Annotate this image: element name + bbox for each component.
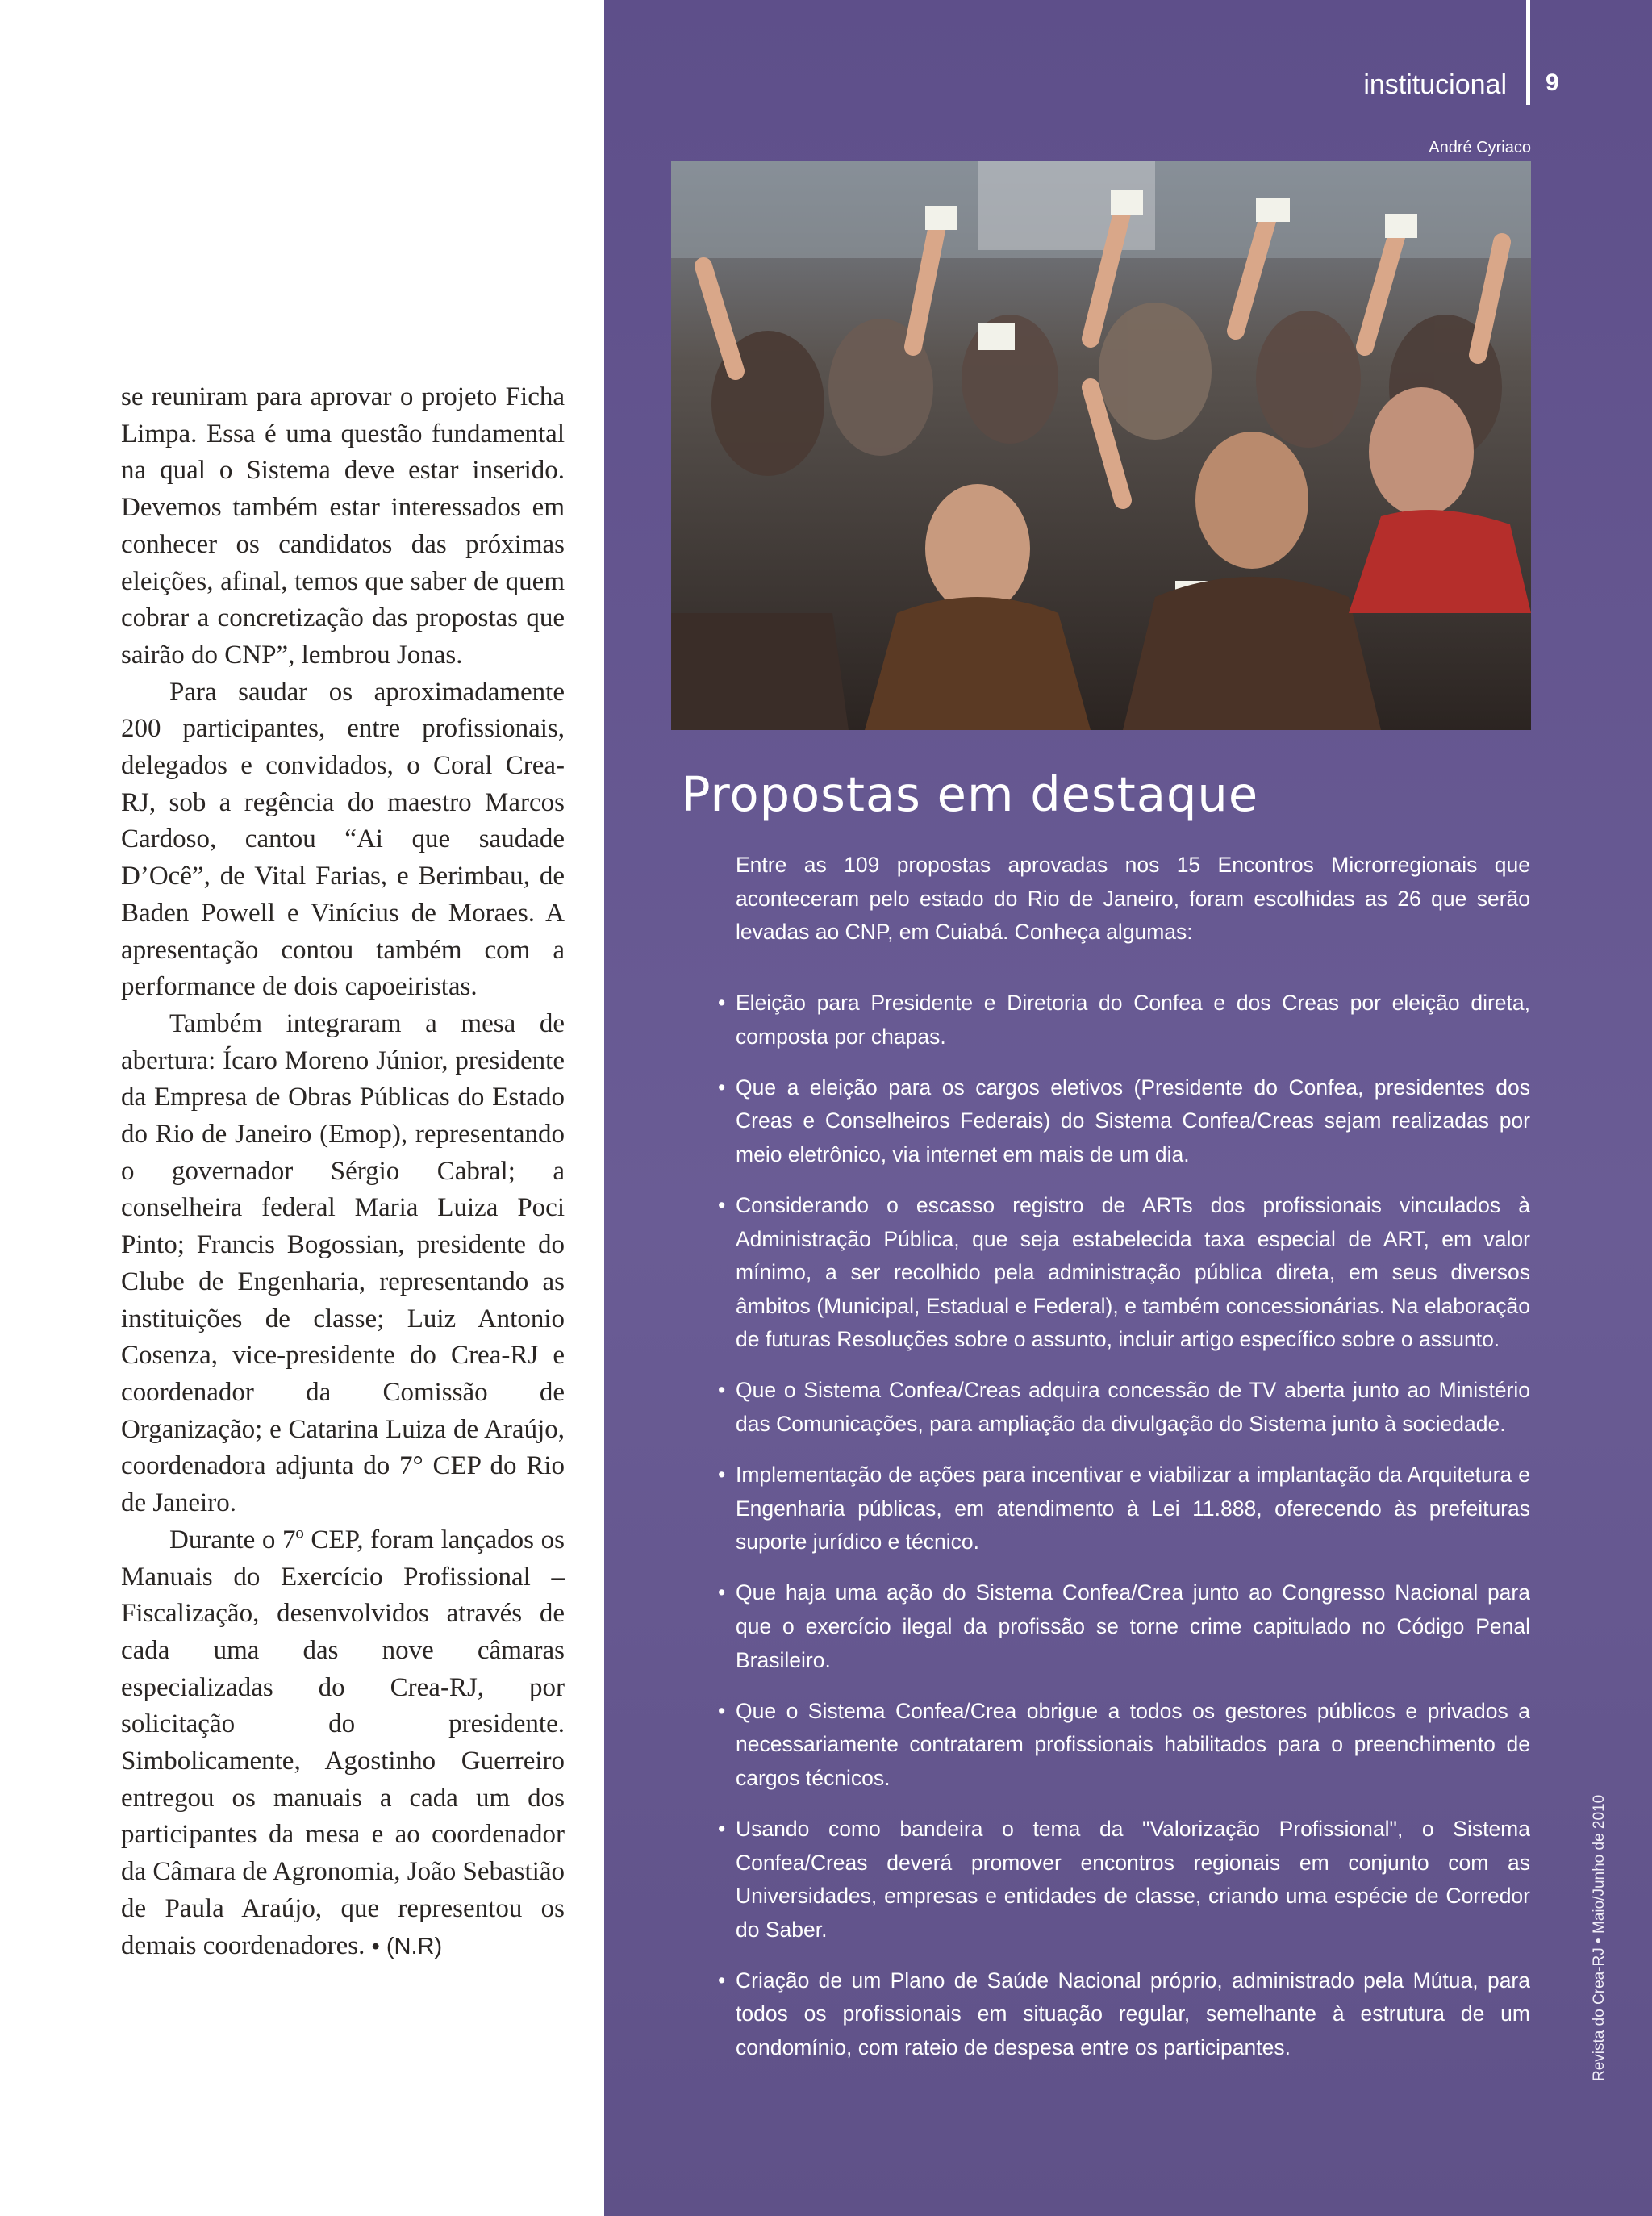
header-divider [1526, 0, 1530, 105]
proposal-text: Usando como bandeira o tema da "Valorização Profissional", o Sistema Confea/Creas deverá promover encontros regionais em conjunto com as Universidades, empresas e entidades de classe, criando uma espécie de Corredor do Saber. [736, 1816, 1530, 1942]
proposal-text: Implementação de ações para incentivar e viabilizar a implantação da Arquitetura e Engenharia públicas, em atendimento à Lei 11.888, oferecendo às prefeituras suporte jurídico e técnico. [736, 1463, 1530, 1555]
proposal-item [718, 1695, 1530, 1796]
bullet-icon: • [718, 1698, 726, 1723]
bullet-icon: • [718, 1378, 726, 1403]
proposal-item [718, 1576, 1530, 1677]
proposal-item [718, 1964, 1530, 2065]
photo-credit: André Cyriaco [1429, 139, 1531, 156]
bullet-icon: • [718, 1192, 726, 1217]
proposals-list [718, 987, 1530, 2082]
article-paragraph-text: Durante o 7º CEP, foram lançados os Manuais do Exercício Profissional – Fiscalização, desenvolvidos através de cada uma das nove câmaras especializadas do Crea-RJ, por solicitação do presidente. Simbolicamente, Agostinho Guerreiro entregou os manuais a cada um dos participantes da mesa e ao coordenador da Câmara de Agronomia, João Sebastião de Paula Araújo, que representou os demais coordenadores. [121, 1525, 565, 1960]
proposal-item [718, 1459, 1530, 1559]
bullet-icon: • [718, 1075, 726, 1100]
article-paragraph: se reuniram para aprovar o projeto Ficha Limpa. Essa é uma questão fundamental na qual o Sistema deve estar inserido. Devemos também estar interessados em conhecer os candidatos das próximas eleições, afinal, temos que saber de quem cobrar a concretização das propostas que sairão do CNP”, lembrou Jonas. [121, 382, 565, 670]
article-paragraph [121, 1522, 565, 1965]
bullet-icon: • [718, 1463, 726, 1488]
proposal-text: Criação de um Plano de Saúde Nacional próprio, administrado pela Mútua, para todos os profissionais em situação regular, semelhante à estrutura de um condomínio, com rateio de despesa entre os participantes. [736, 1968, 1530, 2060]
proposal-item [718, 1071, 1530, 1172]
box-intro: Entre as 109 propostas aprovadas nos 15 Encontros Microrregionais que aconteceram pelo estado do Rio de Janeiro, foram escolhidas as 26 que serão levadas ao CNP, em Cuiabá. Conheça algumas: [736, 853, 1530, 945]
proposal-item [718, 1813, 1530, 1947]
bullet-icon: • [718, 1580, 726, 1605]
proposal-text: Que o Sistema Confea/Crea obrigue a todos os gestores públicos e privados a necessariamente contratarem profissionais habilitados para o preenchimento de cargos técnicos. [736, 1698, 1530, 1790]
proposal-text: Que a eleição para os cargos eletivos (Presidente do Confea, presidentes dos Creas e Conselheiros Federais) do Sistema Confea/Creas sejam realizadas por meio eletrônico, via internet em mais de um dia. [736, 1075, 1530, 1166]
article-column [121, 379, 565, 1965]
bullet-icon: • [718, 991, 726, 1015]
proposal-item [718, 987, 1530, 1054]
bullet-icon: • [718, 1968, 726, 1993]
proposal-text: Considerando o escasso registro de ARTs dos profissionais vinculados à Administração Pública, que seja estabelecida taxa especial de ART, em valor mínimo, a ser recolhido pela administração pública direta, em seus diversos âmbitos (Municipal, Estadual e Federal), e também concessionárias. Na elaboração de futuras Resoluções sobre o assunto, incluir artigo específico sobre o assunto. [736, 1192, 1530, 1352]
proposal-item [718, 1374, 1530, 1441]
author-signature: • (N.R) [371, 1933, 443, 1959]
box-title: Propostas em destaque [682, 766, 1259, 822]
magazine-issue-note: Revista do Crea-RJ • Maio/Junho de 2010 [1591, 1794, 1608, 2081]
proposal-item [718, 1189, 1530, 1357]
bullet-icon: • [718, 1816, 726, 1841]
photo-crowd-voting-icon [671, 161, 1531, 730]
proposal-text: Que o Sistema Confea/Creas adquira concessão de TV aberta junto ao Ministério das Comunicações, para ampliação da divulgação do Sistema junto à sociedade. [736, 1378, 1530, 1437]
event-photo [671, 161, 1531, 730]
article-paragraph: Para saudar os aproximadamente 200 participantes, entre profissionais, delegados e convidados, o Coral Crea-RJ, sob a regência do maestro Marcos Cardoso, cantou “Ai que saudade D’Ocê”, de Vital Farias, e Berimbau, de Baden Powell e Vinícius de Moraes. A apresentação contou também com a performance de dois capoeiristas. [121, 677, 565, 1002]
section-label: institucional [1363, 69, 1507, 100]
article-paragraph: Também integraram a mesa de abertura: Ícaro Moreno Júnior, presidente da Empresa de Obras Públicas do Estado do Rio de Janeiro (Emop), representando o governador Sérgio Cabral; a conselheira federal Maria Luiza Poci Pinto; Francis Bogossian, presidente do Clube de Engenharia, representando as instituições de classe; Luiz Antonio Cosenza, vice-presidente do Crea-RJ e coordenador da Comissão de Organização; e Catarina Luiza de Araújo, coordenadora adjunta do 7° CEP do Rio de Janeiro. [121, 1008, 565, 1518]
page-number: 9 [1546, 69, 1559, 96]
proposal-text: Que haja uma ação do Sistema Confea/Crea junto ao Congresso Nacional para que o exercício ilegal da profissão se torne crime capitulado no Código Penal Brasileiro. [736, 1580, 1530, 1672]
proposal-text: Eleição para Presidente e Diretoria do Confea e dos Creas por eleição direta, composta por chapas. [736, 991, 1530, 1049]
